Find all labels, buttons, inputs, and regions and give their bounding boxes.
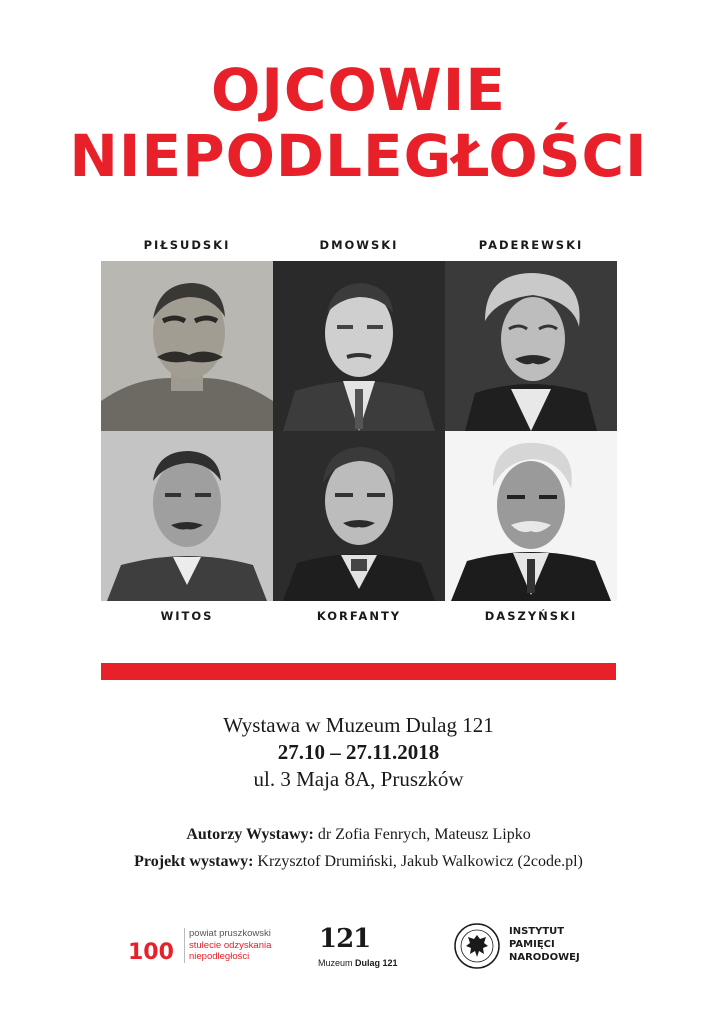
name-daszynski: DASZYŃSKI xyxy=(484,609,578,623)
dulag-caption-a: Muzeum xyxy=(318,958,356,968)
ipn-name xyxy=(509,925,580,964)
credits-design-label: Projekt wystawy: xyxy=(134,853,254,870)
dulag-caption-b: Dulag 121 xyxy=(355,958,398,968)
exhibition-address: ul. 3 Maja 8A, Pruszków xyxy=(253,767,464,791)
credits-design-value: Krzysztof Drumiński, Jakub Walkowicz (2code.pl) xyxy=(253,853,583,870)
credits-authors xyxy=(0,826,717,844)
centenary-100-logo xyxy=(128,935,178,965)
name-dmowski: DMOWSKI xyxy=(319,238,399,252)
exhibition-dates: 27.10 – 27.11.2018 xyxy=(277,740,440,764)
dulag-121-logo: 121 xyxy=(319,924,371,954)
credits-authors-value: dr Zofia Fenrych, Mateusz Lipko xyxy=(313,826,531,843)
red-divider-bar xyxy=(101,663,616,680)
portrait-dmowski xyxy=(273,261,445,431)
dulag-caption xyxy=(318,958,398,968)
centenary-line-3: niepodległości xyxy=(189,951,250,962)
name-pilsudski: PIŁSUDSKI xyxy=(143,238,231,252)
portrait-korfanty xyxy=(273,431,445,601)
ipn-line-2: PAMIĘCI xyxy=(509,939,555,950)
portrait-pilsudski xyxy=(101,261,273,431)
centenary-text xyxy=(184,928,271,963)
portrait-daszynski xyxy=(445,431,617,601)
portrait-witos xyxy=(101,431,273,601)
ipn-line-1: INSTYTUT xyxy=(509,926,565,937)
poster-title-line-2: NIEPODLEGŁOŚCI xyxy=(69,122,648,190)
ipn-line-3: NARODOWEJ xyxy=(509,952,580,963)
name-witos: WITOS xyxy=(160,609,214,623)
portrait-paderewski xyxy=(445,261,617,431)
credits-authors-label: Autorzy Wystawy: xyxy=(186,826,314,843)
centenary-line-2: stulecie odzyskania xyxy=(189,939,272,951)
centenary-100-mark: 100 xyxy=(128,940,174,965)
centenary-line-1: powiat pruszkowski xyxy=(189,928,271,939)
ipn-eagle-seal-icon xyxy=(453,922,501,970)
name-korfanty: KORFANTY xyxy=(316,609,402,623)
exhibition-venue: Wystawa w Muzeum Dulag 121 xyxy=(223,713,494,737)
portrait-grid xyxy=(101,261,617,601)
poster-title-line-1: OJCOWIE xyxy=(211,56,506,124)
credits-design xyxy=(0,853,717,871)
name-paderewski: PADEREWSKI xyxy=(478,238,584,252)
